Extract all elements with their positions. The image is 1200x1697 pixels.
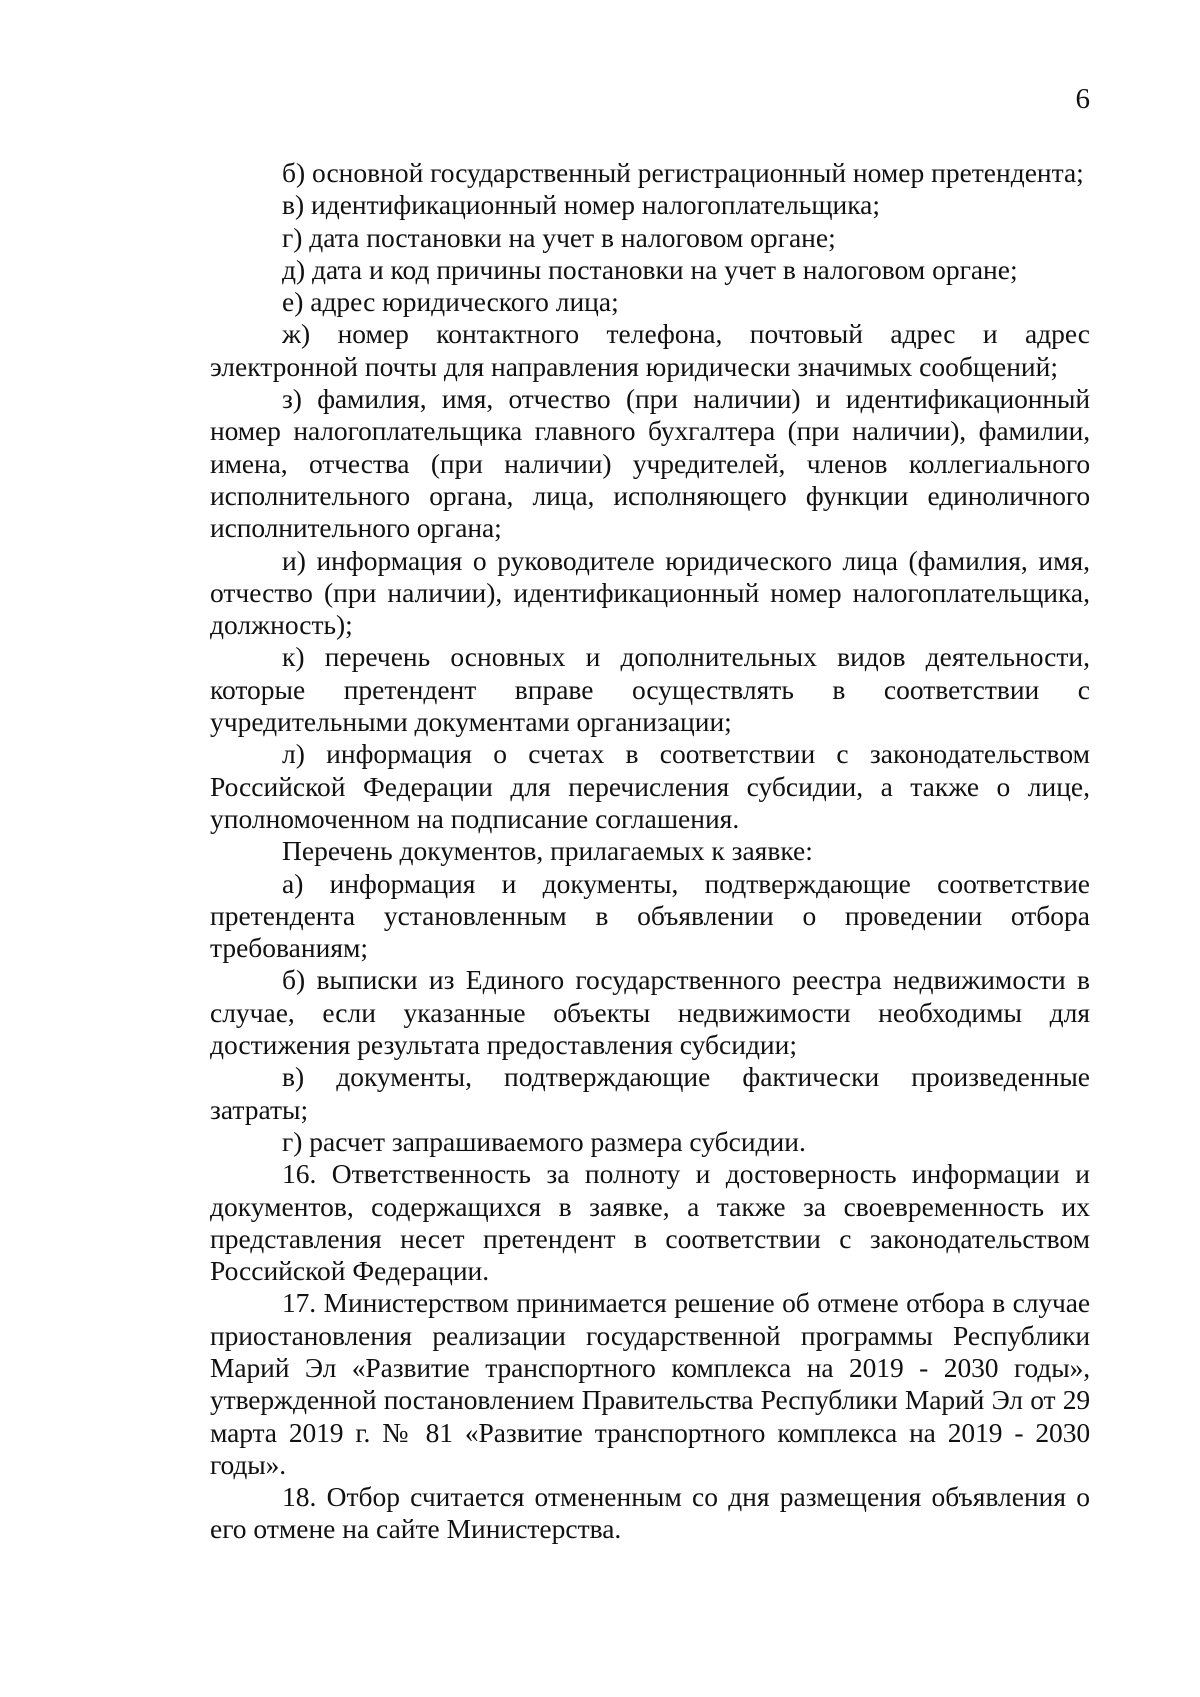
paragraph-item-k-activities: к) перечень основных и дополнительных видов деятельности, которые претендент вправе осуществлять в соответствии с учредительными документами организации; — [210, 641, 1090, 738]
paragraph-item-b-ogrn: б) основной государственный регистрационный номер претендента; — [282, 157, 1084, 188]
paragraph-documents-list-heading: Перечень документов, прилагаемых к заявке: — [282, 835, 813, 867]
document-body — [210, 157, 1090, 1546]
paragraph-doc-g-calculation: г) расчет запрашиваемого размера субсидии. — [282, 1125, 806, 1157]
paragraph-item-g-tax-registration-date: г) дата постановки на учет в налоговом органе; — [282, 221, 836, 253]
paragraph-item-z-accountant-founders: з) фамилия, имя, отчество (при наличии) и идентификационный номер налогоплательщика главного бухгалтера (при наличии), фамилии, имена, отчества (при наличии) учредителей, членов коллегиального исполнительного органа, лица, исполняющего функции единоличного исполнительного органа; — [210, 383, 1090, 544]
paragraph-item-e-address: е) адрес юридического лица; — [282, 286, 619, 318]
paragraph-doc-v-costs: в) документы, подтверждающие фактически произведенные затраты; — [210, 1061, 1090, 1125]
paragraph-clause-16: 16. Ответственность за полноту и достоверность информации и документов, содержащихся в заявке, а также за своевременность их представления несет претендент в соответствии с законодательством Российской Федерации. — [210, 1158, 1090, 1287]
paragraph-item-v-inn: в) идентификационный номер налогоплательщика; — [282, 189, 881, 221]
paragraph-item-d-kpp: д) дата и код причины постановки на учет в налоговом органе; — [282, 253, 1018, 285]
paragraph-clause-18: 18. Отбор считается отмененным со дня размещения объявления о его отмене на сайте Министерства. — [210, 1481, 1090, 1545]
paragraph-item-zh-contacts: ж) номер контактного телефона, почтовый адрес и адрес электронной почты для направления юридически значимых сообщений; — [210, 318, 1090, 382]
paragraph-item-l-accounts: л) информация о счетах в соответствии с законодательством Российской Федерации для перечисления субсидии, а также о лице, уполномоченном на подписание соглашения. — [210, 738, 1090, 834]
paragraph-doc-a-compliance: а) информация и документы, подтверждающие соответствие претендента установленным в объявлении о проведении отбора требованиям; — [210, 867, 1090, 964]
paragraph-clause-17: 17. Министерством принимается решение об отмене отбора в случае приостановления реализации государственной программы Республики Марий Эл «Развитие транспортного комплекса на 2019 - 2030 годы», утвержденной постановлением Правительства Республики Марий Эл от 29 марта 2019 г. № 81 «Развитие транспортного комплекса на 2019 - 2030 годы». — [210, 1287, 1090, 1480]
paragraph-doc-b-registry-extracts: б) выписки из Единого государственного реестра недвижимости в случае, если указанные объекты недвижимости необходимы для достижения результата предоставления субсидии; — [210, 964, 1090, 1061]
page-number: 6 — [1075, 83, 1090, 115]
paragraph-item-i-head-info: и) информация о руководителе юридического лица (фамилия, имя, отчество (при наличии), идентификационный номер налогоплательщика, должность); — [210, 544, 1090, 641]
